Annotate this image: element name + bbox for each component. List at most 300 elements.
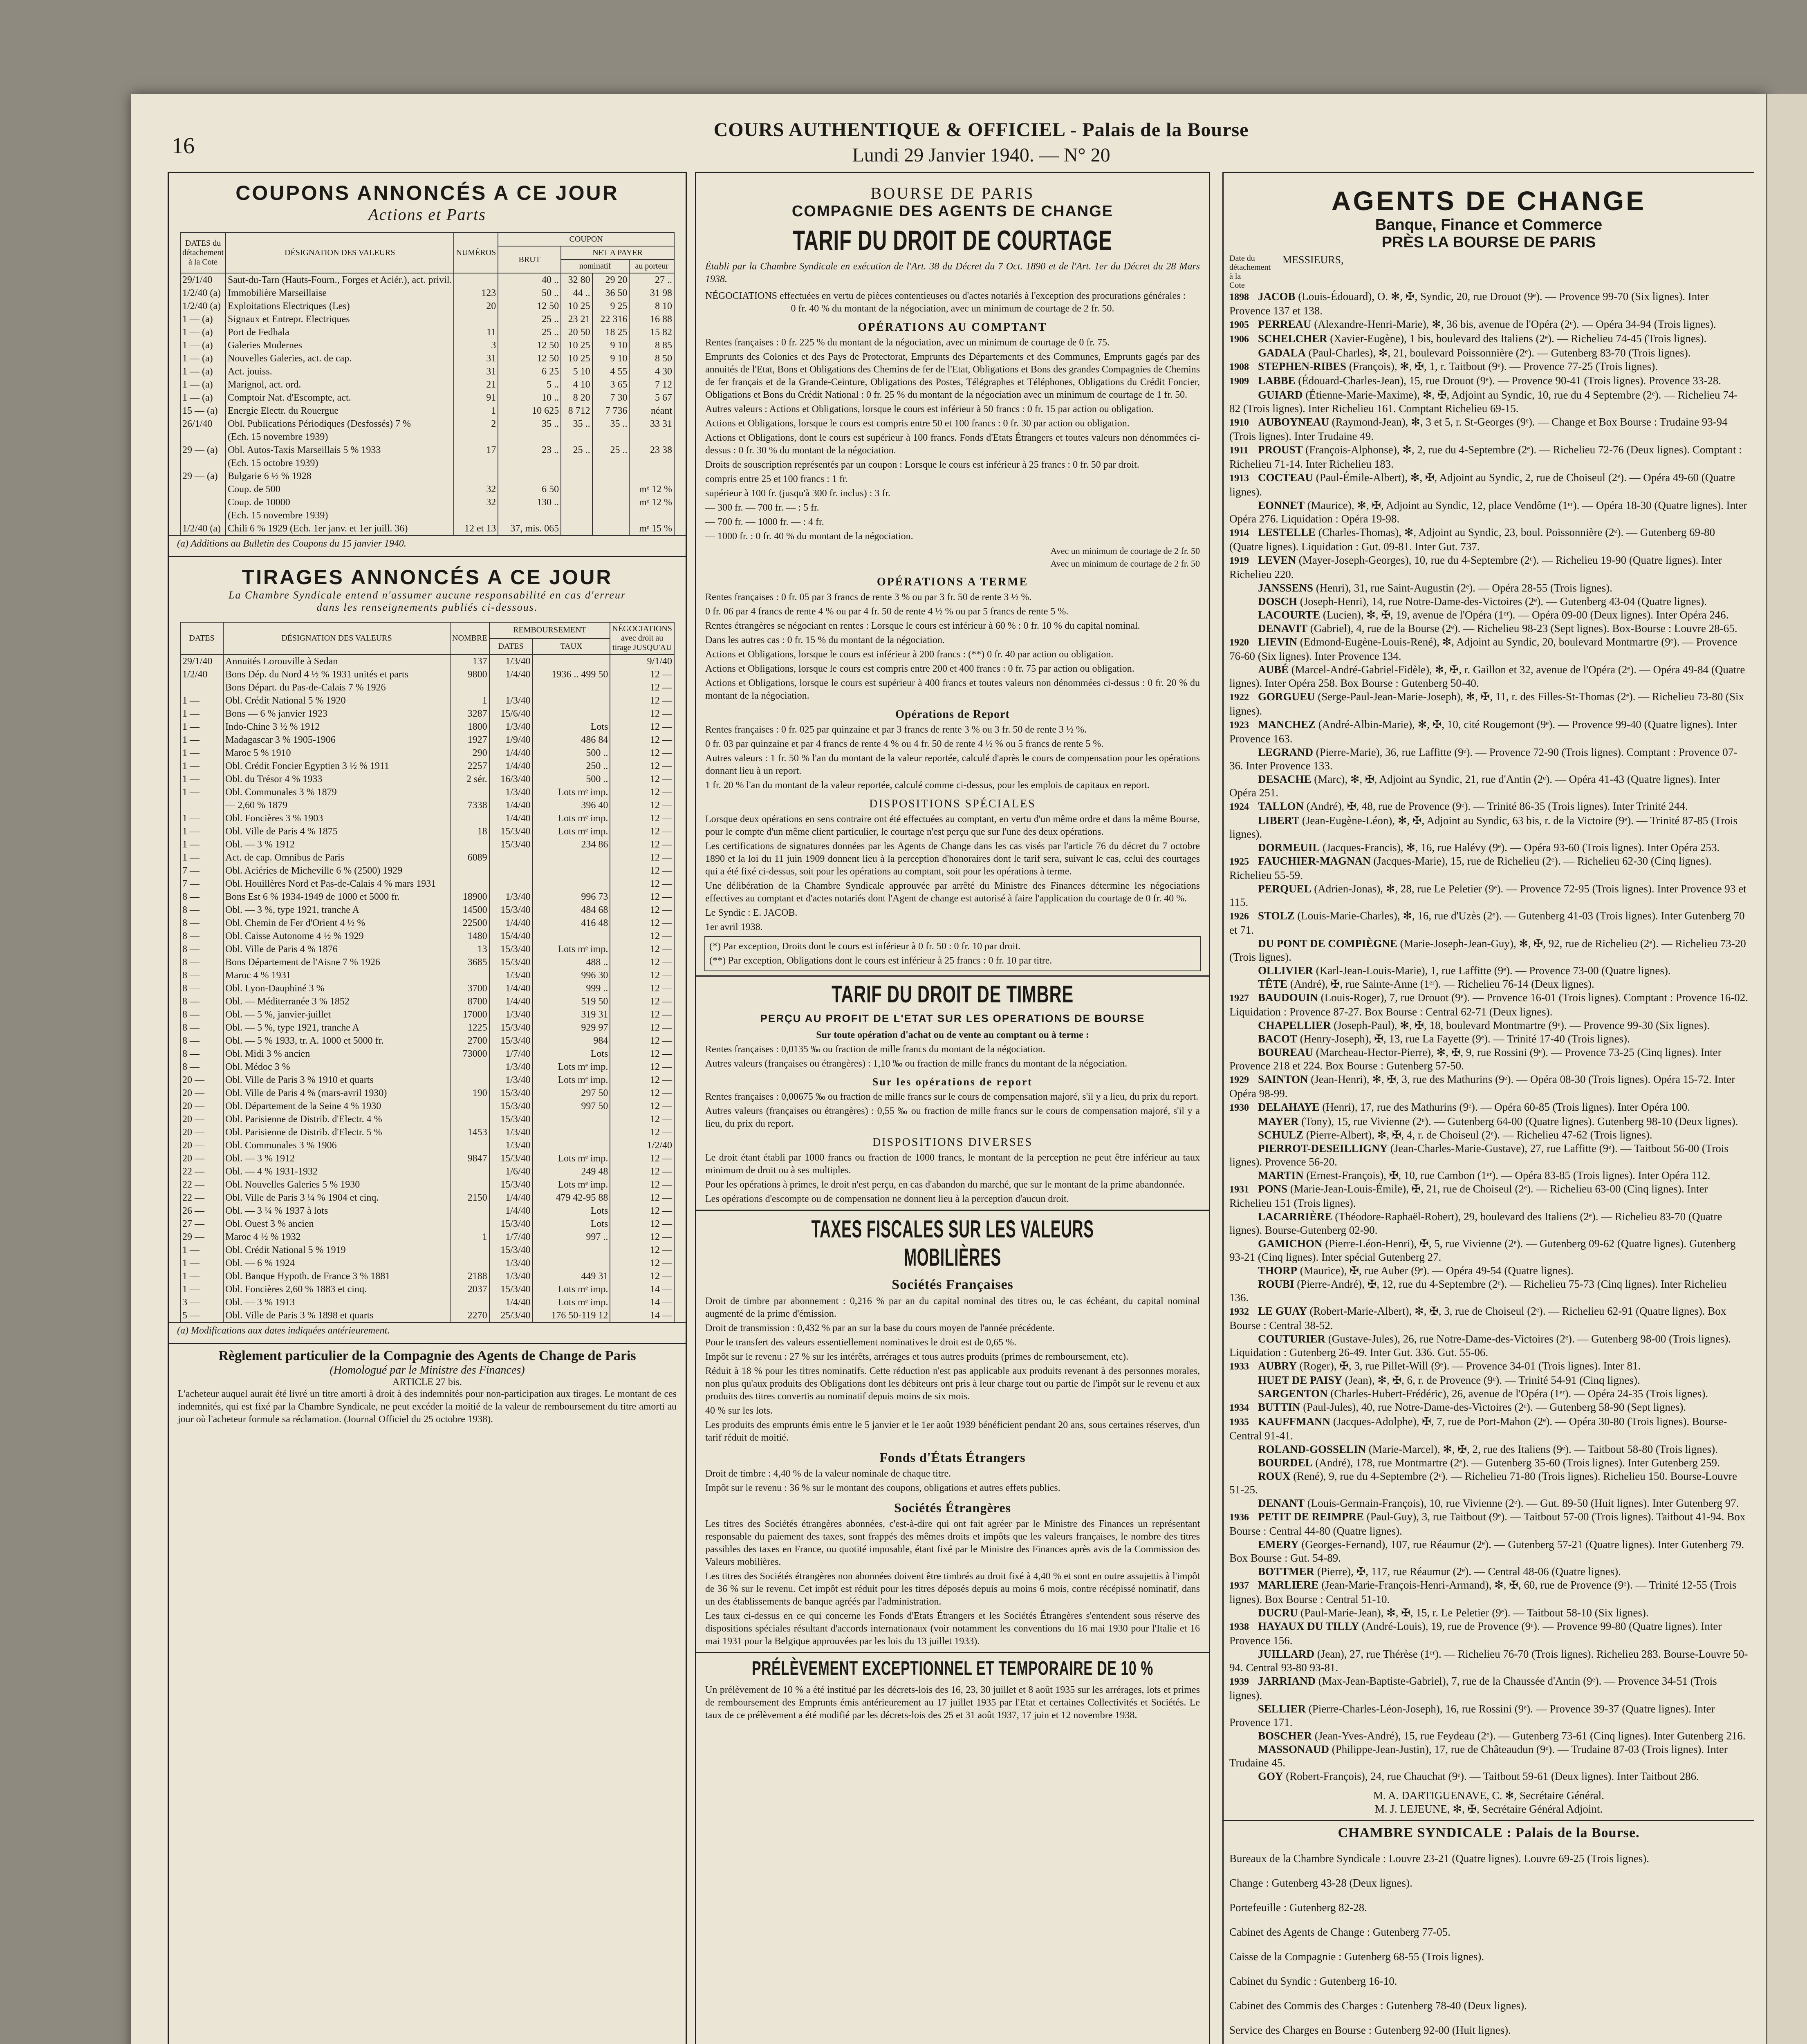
table-row [180,786,674,799]
agent-entry [1224,964,1754,977]
table-cell: 15/3/40 [489,825,533,838]
table-cell: 1/9/40 [489,733,533,746]
brace-note: Avec un minimum de courtage de 2 fr. 50 [1050,546,1200,556]
table-cell: Lots mᵉ imp. [533,1296,610,1309]
fr-text [696,1295,1209,1444]
table-cell: 27 — [180,1217,223,1230]
table-cell: 12 — [610,799,674,812]
table-cell: 1 — [180,851,223,864]
agent-entry [1224,773,1754,800]
table-cell: 12 — [610,1100,674,1113]
table-cell: 1/4/40 [489,917,533,930]
table-cell: 15 82 [629,326,674,339]
table-row [180,352,674,365]
table-row [180,654,674,668]
agent-details: (Alexandre-Henri-Marie), ✻, 36 bis, avenue de l'Opéra (2ᵉ). — Opéra 34-94 (Trois lignes). [1311,318,1716,330]
paragraph: Une délibération de la Chambre Syndicale approuvée par arrêté du Ministre des Finances détermine les négociations effectives au comptant et d'actes notariés dont l'Agent de change est autorisé à faire l'application du courtage de 0 fr. 40 %. [705,881,1200,904]
col-dates: DATES du détachement à la Cote [180,233,226,273]
tirages-note: (a) Modifications aux dates indiquées antérieurement. [169,1322,686,1339]
agent-entry [1224,1606,1754,1620]
table-cell [629,509,674,522]
agent-year: 1932 [1229,1307,1249,1317]
table-cell: Obl. Foncières 2,60 % 1883 et cinq. [223,1283,450,1296]
table-row [180,1270,674,1283]
table-cell [454,273,498,287]
agent-name: SCHELCHER [1258,332,1327,345]
table-cell: 32 80 [561,273,592,287]
table-row [180,930,674,943]
table-cell: Obl. Communales 3 % 1906 [223,1139,450,1152]
table-cell: 1927 [450,733,489,746]
table-cell: 17000 [450,1008,489,1021]
table-cell [498,430,561,444]
table-cell: Obl. Publications Périodiques (Desfossés) 7 % [226,417,454,430]
table-cell: 14500 [450,903,489,917]
agent-name: LEVEN [1258,554,1296,566]
tirages-title: TIRAGES ANNONCÉS A CE JOUR [242,566,613,589]
paragraph: Rentes étrangères se négociant en rentes : Lorsque le cours est inférieur à 60 % : 0 fr. 10 % du capital nominal. [705,621,1140,631]
agent-year: 1936 [1229,1512,1249,1523]
table-cell: Obl. — 5 %, type 1921, tranche A [223,1021,450,1034]
table-cell: 29/1/40 [180,273,226,287]
table-cell [450,681,489,694]
table-cell: 12 — [610,773,674,786]
table-cell: Obl. Banque Hypoth. de France 3 % 1881 [223,1270,450,1283]
table-row [180,1257,674,1270]
table-cell: 1 — [180,838,223,851]
table-cell: Obl. Ville de Paris 4 % 1876 [223,943,450,956]
paragraph: Bureaux de la Chambre Syndicale : Louvre 23-21 (Quatre lignes). Louvre 69-25 (Trois lignes). [1229,1852,1650,1865]
table-cell: 3 65 [592,378,630,391]
courtage-notes [704,936,1201,971]
agent-entry [1224,800,1754,814]
table-cell: 1/3/40 [489,1008,533,1021]
table-cell: 23 38 [629,444,674,457]
agent-name: MARLIERE [1258,1579,1319,1591]
table-cell: 1/4/40 [489,995,533,1008]
agent-name: SCHULZ [1258,1129,1304,1141]
etat-text [696,1468,1209,1495]
table-cell: 12 — [610,1074,674,1087]
table-cell [450,812,489,825]
col-net: NET A PAYER [561,246,674,260]
table-cell: 12 — [610,930,674,943]
table-row [180,760,674,773]
col-designation: DÉSIGNATION DES VALEURS [226,233,454,273]
table-cell: Obl. Midi 3 % ancien [223,1047,450,1060]
table-cell: Obl. — Méditerranée 3 % 1852 [223,995,450,1008]
table-cell [450,969,489,982]
table-cell: 996 30 [533,969,610,982]
table-cell: 8 20 [561,391,592,404]
table-cell: 23 21 [561,313,592,326]
paragraph: Emprunts des Colonies et des Pays de Protectorat, Emprunts des Départements et des Communes, Emprunts gagés par des annuités de l'Etat, Bons et Obligations des Chemins de fer de l'Etat, Obligations et Bons des grandes Compagnies de Chemins de fer français et de la Grande-Ceinture, Obligations des Postes, Télégraphes et Téléphones, Obligations du Crédit Foncier, Obligations et Bons du Crédit National : 0 fr. 25 % du montant de la négociation avec un minimum de courtage de 1 fr. 50. [705,352,1200,400]
agent-details: (Pierre-Marie), 36, rue Laffitte (9ᵉ). — Provence 72-90 (Trois lignes). Comptant : Provence 07-36. Inter Provence 133. [1229,746,1738,772]
table-cell: 12 — [610,812,674,825]
table-cell: 12 — [610,1244,674,1257]
table-row [180,444,674,457]
col-brut: BRUT [498,246,561,273]
table-row [180,917,674,930]
table-cell: 12 — [610,943,674,956]
report-text [696,724,1209,792]
agent-entry [1224,1770,1754,1783]
table-cell: 3 — [180,1296,223,1309]
table-cell: 10 25 [561,339,592,352]
agent-details: (Marie-Jean-Louis-Émile), ✠, 21, rue de Choiseul (2ᵉ). — Richelieu 63-00 (Cinq lignes). Inter Richelieu 151 (Trois lignes). [1229,1183,1708,1209]
agent-entry [1224,977,1754,991]
paragraph: 40 % sur les lots. [705,1405,773,1416]
table-cell: (Ech. 15 novembre 1939) [226,430,454,444]
table-cell: 7338 [450,799,489,812]
table-cell: 9 25 [592,300,630,313]
table-row [180,1047,674,1060]
agent-year: 1923 [1229,720,1249,731]
agent-details: (Paul-Charles), ✻, 21, boulevard Poissonnière (2ᵉ). — Gutenberg 83-70 (Trois lignes). [1306,347,1691,359]
agent-entry [1224,635,1754,663]
table-cell: 18900 [450,890,489,903]
agent-year: 1938 [1229,1622,1249,1632]
agent-details: (Édouard-Charles-Jean), 15, rue Drouot (9ᵉ). — Provence 90-41 (Trois lignes). Provence 33-28. [1295,374,1721,387]
table-cell: 25 .. [592,444,630,457]
table-cell: 479 42-95 88 [533,1191,610,1204]
table-cell: 12 — [610,1204,674,1217]
agent-entry [1224,991,1754,1019]
col-taux: TAUX [533,639,610,655]
agent-name: FAUCHIER-MAGNAN [1258,855,1371,867]
table-cell: Lots mᵉ imp. [533,786,610,799]
table-cell: 15/3/40 [489,1021,533,1034]
table-row [180,1060,674,1074]
agent-name: JUILLARD [1258,1648,1315,1660]
agent-details: (Étienne-Marie-Maxime), ✻, ✠, Adjoint au Syndic, 10, rue du 4 Septembre (2ᵉ). — Richelieu 74-82 (Trois lignes). Inter Richelieu 161. Comptant Richelieu 69-15. [1229,389,1738,415]
agent-name: GORGUEU [1258,690,1315,703]
table-row [180,825,674,838]
agent-name: AUBRY [1258,1360,1297,1372]
table-cell: 15/4/40 [489,930,533,943]
paragraph: Les opérations d'escompte ou de compensation ne donnent lieu à la perception d'aucun droit. [705,1194,1069,1204]
table-cell: Obl. — 3 % 1912 [223,1152,450,1165]
agent-name: SARGENTON [1258,1387,1328,1400]
table-cell: Obl. — 6 % 1924 [223,1257,450,1270]
table-cell: 13 [450,943,489,956]
table-cell: 15/3/40 [489,1217,533,1230]
table-cell: Coup. de 500 [226,483,454,496]
table-cell: Obl. — 5 %, janvier-juillet [223,1008,450,1021]
table-cell: Obl. Autos-Taxis Marseillais 5 % 1933 [226,444,454,457]
left-column [168,172,687,2044]
agent-details: (Maurice), ✠, rue Auber (9ᵉ). — Opéra 49-54 (Quatre lignes). [1297,1264,1574,1277]
table-cell: (Ech. 15 novembre 1939) [226,509,454,522]
table-cell: 8 — [180,1008,223,1021]
table-cell: Comptoir Nat. d'Escompte, act. [226,391,454,404]
table-cell [450,1100,489,1113]
table-cell: 5 — [180,1309,223,1322]
agent-year: 1909 [1229,376,1249,387]
table-cell: Obl. — 3 ¼ % 1937 à lots [223,1204,450,1217]
agent-year: 1913 [1229,473,1249,484]
table-row [180,720,674,733]
table-cell: 12 — [610,1178,674,1191]
table-cell: 2257 [450,760,489,773]
paragraph: Lorsque deux opérations en sens contraire ont été effectuées au comptant, en vertu d'un même ordre et dans la même Bourse, pour le compte d'un même client particulier, le courtage n'est perçu que sur l'une des deux opérations. [705,814,1200,837]
agent-name: DUCRU [1258,1607,1298,1619]
agent-name: LIEVIN [1258,636,1298,648]
table-cell: 484 68 [533,903,610,917]
table-cell: 22 316 [592,313,630,326]
secretary-adjoint: M. J. LEJEUNE, ✻, ✠, Secrétaire Général Adjoint. [1374,1803,1603,1815]
table-cell: Lots mᵉ imp. [533,1152,610,1165]
agent-year: 1914 [1229,528,1249,538]
timbre-report-title: Sur les opérations de report [872,1076,1033,1088]
table-cell: 1 — [180,720,223,733]
table-cell [450,838,489,851]
table-cell [561,522,592,535]
table-cell [592,430,630,444]
table-cell: 996 73 [533,890,610,903]
agent-name: BACOT [1258,1033,1298,1045]
table-cell: 9847 [450,1152,489,1165]
agent-details: (Pierre-André), ✠, 12, rue du 4-Septembre (2ᵉ). — Richelieu 75-73 (Cinq lignes). Inter Richelieu 136. [1229,1278,1727,1304]
table-row [180,995,674,1008]
table-cell: Obl. Chemin de Fer d'Orient 4 ½ % [223,917,450,930]
table-cell: 8700 [450,995,489,1008]
paragraph: Rentes françaises : 0 fr. 225 % du montant de la négociation, avec un minimum de courtage de 0 fr. 75. [705,337,1110,348]
agent-name: COCTEAU [1258,471,1314,484]
table-cell: 8 50 [629,352,674,365]
paragraph: Dans les autres cas : 0 fr. 15 % du montant de la négociation. [705,635,945,645]
agent-year: 1931 [1229,1184,1249,1195]
agent-name: GUIARD [1258,389,1303,401]
table-cell: Lots [533,1204,610,1217]
agents-col-head: Date du détachement à la Cote [1229,254,1271,290]
agent-details: (Jean-Eugène-Léon), ✻, ✠, Adjoint au Syndic, 63 bis, r. de la Victoire (9ᵉ). — Trinité 87-85 (Trois lignes). [1229,814,1738,840]
paragraph: Rentes françaises : 0,0135 ‰ ou fraction de mille francs du montant de la négociation. [705,1044,1045,1055]
paragraph: Actions et Obligations, dont le cours est supérieur à 100 francs. Fonds d'Etats Étrangers et toutes valeurs non dénommées ci-dessus : 0 fr. 30 % du montant de la négociation. [705,433,1200,456]
table-cell: 6 25 [498,365,561,378]
table-cell: 10 .. [498,391,561,404]
table-cell: 12 — [610,917,674,930]
paragraph: compris entre 25 et 100 francs : 1 fr. [705,474,848,484]
paragraph: Caisse de la Compagnie : Gutenberg 68-55 (Trois lignes). [1229,1950,1484,1963]
table-cell: Immobilière Marseillaise [226,287,454,300]
table-cell: 1800 [450,720,489,733]
table-cell [450,1257,489,1270]
agent-entry [1224,1374,1754,1387]
table-cell: 1/3/40 [489,654,533,668]
table-cell: 12 — [610,1034,674,1047]
table-cell: 10 625 [498,404,561,417]
paragraph: Actions et Obligations, lorsque le cours est supérieur à 400 francs et toutes valeurs non dénommées ci-dessus : 0 fr. 20 % du montant de la négociation. [705,678,1200,701]
agent-details: (Henri), 31, rue Saint-Augustin (2ᵉ). — Opéra 28-55 (Trois lignes). [1313,582,1612,594]
table-cell [533,1257,610,1270]
table-cell: 12 50 [498,339,561,352]
paragraph: Autres valeurs : 1 fr. 50 % l'an du montant de la valeur reportée, calculé d'après le cours de compensation pour les opérations donnant lieu à un report. [705,753,1200,776]
table-cell: 4 30 [629,365,674,378]
comptant-text [696,336,1209,543]
agent-name: BAUDOUIN [1258,991,1318,1004]
table-cell: 1453 [450,1126,489,1139]
agent-name: HAYAUX DU TILLY [1258,1620,1359,1632]
reglement-article: ARTICLE 27 bis. [392,1377,462,1387]
table-cell: 6 50 [498,483,561,496]
agent-name: KAUFFMANN [1258,1415,1330,1428]
table-cell: 3 [454,339,498,352]
table-row [180,773,674,786]
agent-details: (Jean-Yves-André), 15, rue Feydeau (2ᵉ). — Gutenberg 73-61 (Cinq lignes). Inter Gutenberg 216. [1312,1730,1746,1742]
agent-name: TALLON [1258,800,1304,812]
agent-entry [1224,1401,1754,1415]
agent-year: 1905 [1229,320,1249,330]
table-row [180,430,674,444]
agent-entry [1224,1456,1754,1470]
table-cell: 1 — [180,707,223,720]
table-cell: 7 12 [629,378,674,391]
agent-details: (Robert-François), 24, rue Chauchat (9ᵉ). — Taitbout 59-61 (Deux lignes). Inter Taitbout 286. [1283,1770,1699,1782]
table-cell [533,864,610,877]
agent-details: (Serge-Paul-Jean-Marie-Joseph), ✻, ✠, 11, r. des Filles-St-Thomas (2ᵉ). — Richelieu 73-80 (Six lignes). [1229,690,1744,717]
table-cell [592,522,630,535]
table-cell: 15 — (a) [180,404,226,417]
table-cell: Indo-Chine 3 ½ % 1912 [223,720,450,733]
table-cell: 12 — [610,864,674,877]
table-row [180,470,674,483]
table-cell: 8 — [180,930,223,943]
table-row [180,1087,674,1100]
table-cell: 1/6/40 [489,1165,533,1178]
table-cell: 20 — [180,1074,223,1087]
table-row [180,378,674,391]
table-cell [489,681,533,694]
agent-details: (Pierre), ✠, 117, rue Réaumur (2ᵉ). — Central 48-06 (Quatre lignes). [1314,1565,1621,1578]
agent-name: DORMEUIL [1258,841,1320,854]
table-cell: 8 — [180,1034,223,1047]
agent-year: 1919 [1229,556,1249,566]
table-cell: Bons Dép. du Nord 4 ½ % 1931 unités et parts [223,668,450,681]
table-cell: 15/3/40 [489,943,533,956]
table-row [180,1178,674,1191]
table-cell: 12 — [610,1270,674,1283]
prelevement-title: PRÉLÈVEMENT EXCEPTIONNEL ET TEMPORAIRE DE 10 % [752,1658,1153,1679]
table-row [180,864,674,877]
table-cell: 2150 [450,1191,489,1204]
table-cell: 176 50-119 12 [533,1309,610,1322]
coupons-table [180,232,675,535]
table-cell: 1/7/40 [489,1230,533,1244]
table-cell: Coup. de 10000 [226,496,454,509]
courtage-established: Établi par la Chambre Syndicale en exécution de l'Art. 38 du Décret du 7 Oct. 1890 et de l'Art. 1er du Décret du 28 Mars 1938. [705,261,1200,285]
table-cell: 44 .. [561,287,592,300]
table-cell [533,681,610,694]
agent-year: 1935 [1229,1417,1249,1428]
agent-entry [1224,360,1754,374]
table-cell [629,457,674,470]
col-numeros: NUMÉROS [454,233,498,273]
table-cell: 31 98 [629,287,674,300]
table-cell: 29/1/40 [180,654,223,668]
agent-details: (Philippe-Jean-Justin), 17, rue de Châteaudun (9ᵉ). — Trudaine 87-03 (Trois lignes). Inter Trudaine 45. [1229,1743,1728,1769]
table-row [180,943,674,956]
table-cell [489,864,533,877]
agent-name: BOSCHER [1258,1730,1312,1742]
col-designation: DÉSIGNATION DES VALEURS [223,622,450,654]
table-cell: 1225 [450,1021,489,1034]
agents-messieurs: MESSIEURS, [1282,254,1344,266]
table-cell: Obl. Ouest 3 % ancien [223,1217,450,1230]
table-cell: 1 — (a) [180,339,226,352]
table-cell: 1 — [180,1283,223,1296]
tirages-subtitle-2: dans les renseignements publiés ci-dessous. [316,601,538,613]
table-row [180,890,674,903]
table-cell: 8 — [180,890,223,903]
table-cell: 297 50 [533,1087,610,1100]
table-cell: 15/3/40 [489,1152,533,1165]
paragraph: Droit de transmission : 0,432 % par an sur la base du cours moyen de l'année précédente. [705,1323,1055,1334]
table-cell: Obl. Crédit Foncier Egyptien 3 ½ % 1911 [223,760,450,773]
timbre-title: TARIF DU DROIT DE TIMBRE [832,981,1074,1008]
table-cell: Maroc 4 ½ % 1932 [223,1230,450,1244]
table-cell: Obl. Aciéries de Micheville 6 % (2500) 1929 [223,864,450,877]
agent-details: (Jacques-Francis), ✻, 16, rue Halévy (9ᵉ). — Opéra 93-60 (Trois lignes). Inter Opéra 253. [1320,841,1720,854]
agent-details: (Joseph-Paul), ✻, ✠, 18, boulevard Montmartre (9ᵉ). — Provence 99-30 (Six lignes). [1331,1019,1710,1031]
table-cell [489,877,533,890]
table-cell: 1/2/40 [610,1139,674,1152]
table-cell: 12 — [610,1165,674,1178]
paragraph: — 700 fr. — 1000 fr. — : 4 fr. [705,517,824,527]
table-row [180,300,674,313]
paragraph: supérieur à 100 fr. (jusqu'à 300 fr. inclus) : 3 fr. [705,488,890,499]
table-cell: 29 — (a) [180,470,226,483]
table-cell: 12 — [610,1021,674,1034]
agent-name: ROLAND-GOSSELIN [1258,1443,1366,1455]
table-cell: 8 — [180,956,223,969]
table-cell: 12 — [610,1087,674,1100]
agent-name: MARTIN [1258,1169,1304,1181]
paragraph: Droit de timbre : 4,40 % de la valeur nominale de chaque titre. [705,1468,951,1479]
table-cell: 9 10 [592,339,630,352]
coupons-title: COUPONS ANNONCÉS A CE JOUR [235,182,619,204]
agent-details: (Georges-Fernand), 107, rue Réaumur (2ᵉ). — Gutenberg 57-21 (Quatre lignes). Inter Gutenberg 79. Box Bourse : Gut. 54-89. [1229,1538,1744,1564]
chambre-title: CHAMBRE SYNDICALE : Palais de la Bourse. [1338,1825,1640,1840]
table-cell: Madagascar 3 % 1905-1906 [223,733,450,746]
table-cell: 1/7/40 [489,1047,533,1060]
table-cell: 9800 [450,668,489,681]
table-cell: 137 [450,654,489,668]
agent-entry [1224,841,1754,854]
col-porteur: au porteur [629,260,674,273]
secretary-general: M. A. DARTIGUENAVE, C. ✻, Secrétaire Général. [1373,1789,1604,1802]
table-cell: 15/3/40 [489,903,533,917]
table-cell: 12 — [610,956,674,969]
table-cell: 17 [454,444,498,457]
table-cell: 25 .. [561,444,592,457]
paragraph: Service des Charges en Bourse : Gutenberg 92-00 (Huit lignes). [1229,2024,1511,2036]
table-cell [180,496,226,509]
taxes-title: TAXES FISCALES SUR LES VALEURS MOBILIÈRES [811,1215,1094,1271]
agent-name: DOSCH [1258,595,1298,607]
agent-year: 1911 [1229,445,1249,456]
table-cell: 396 40 [533,799,610,812]
table-cell [450,1204,489,1217]
agent-details: (Paul-Émile-Albert), ✻, ✠, Adjoint au Syndic, 2, rue de Choiseul (2ᵉ). — Opéra 49-60 (Quatre lignes). [1229,471,1735,498]
table-row [180,746,674,760]
table-row [180,1034,674,1047]
table-cell [180,457,226,470]
table-row [180,1074,674,1087]
agent-details: (Jean-Marie-François-Henri-Armand), ✻, ✠, 60, rue de Provence (9ᵉ). — Trinité 12-55 (Trois lignes). Box Bourse : Central 51-10. [1229,1579,1737,1605]
agent-details: (Marcheau-Hector-Pierre), ✻, ✠, 9, rue Rossini (9ᵉ). — Provence 73-25 (Cinq lignes). Inter Provence 218 et 224. Box Bourse : Gutenberg 57-50. [1229,1046,1722,1072]
table-cell: 5 10 [561,365,592,378]
